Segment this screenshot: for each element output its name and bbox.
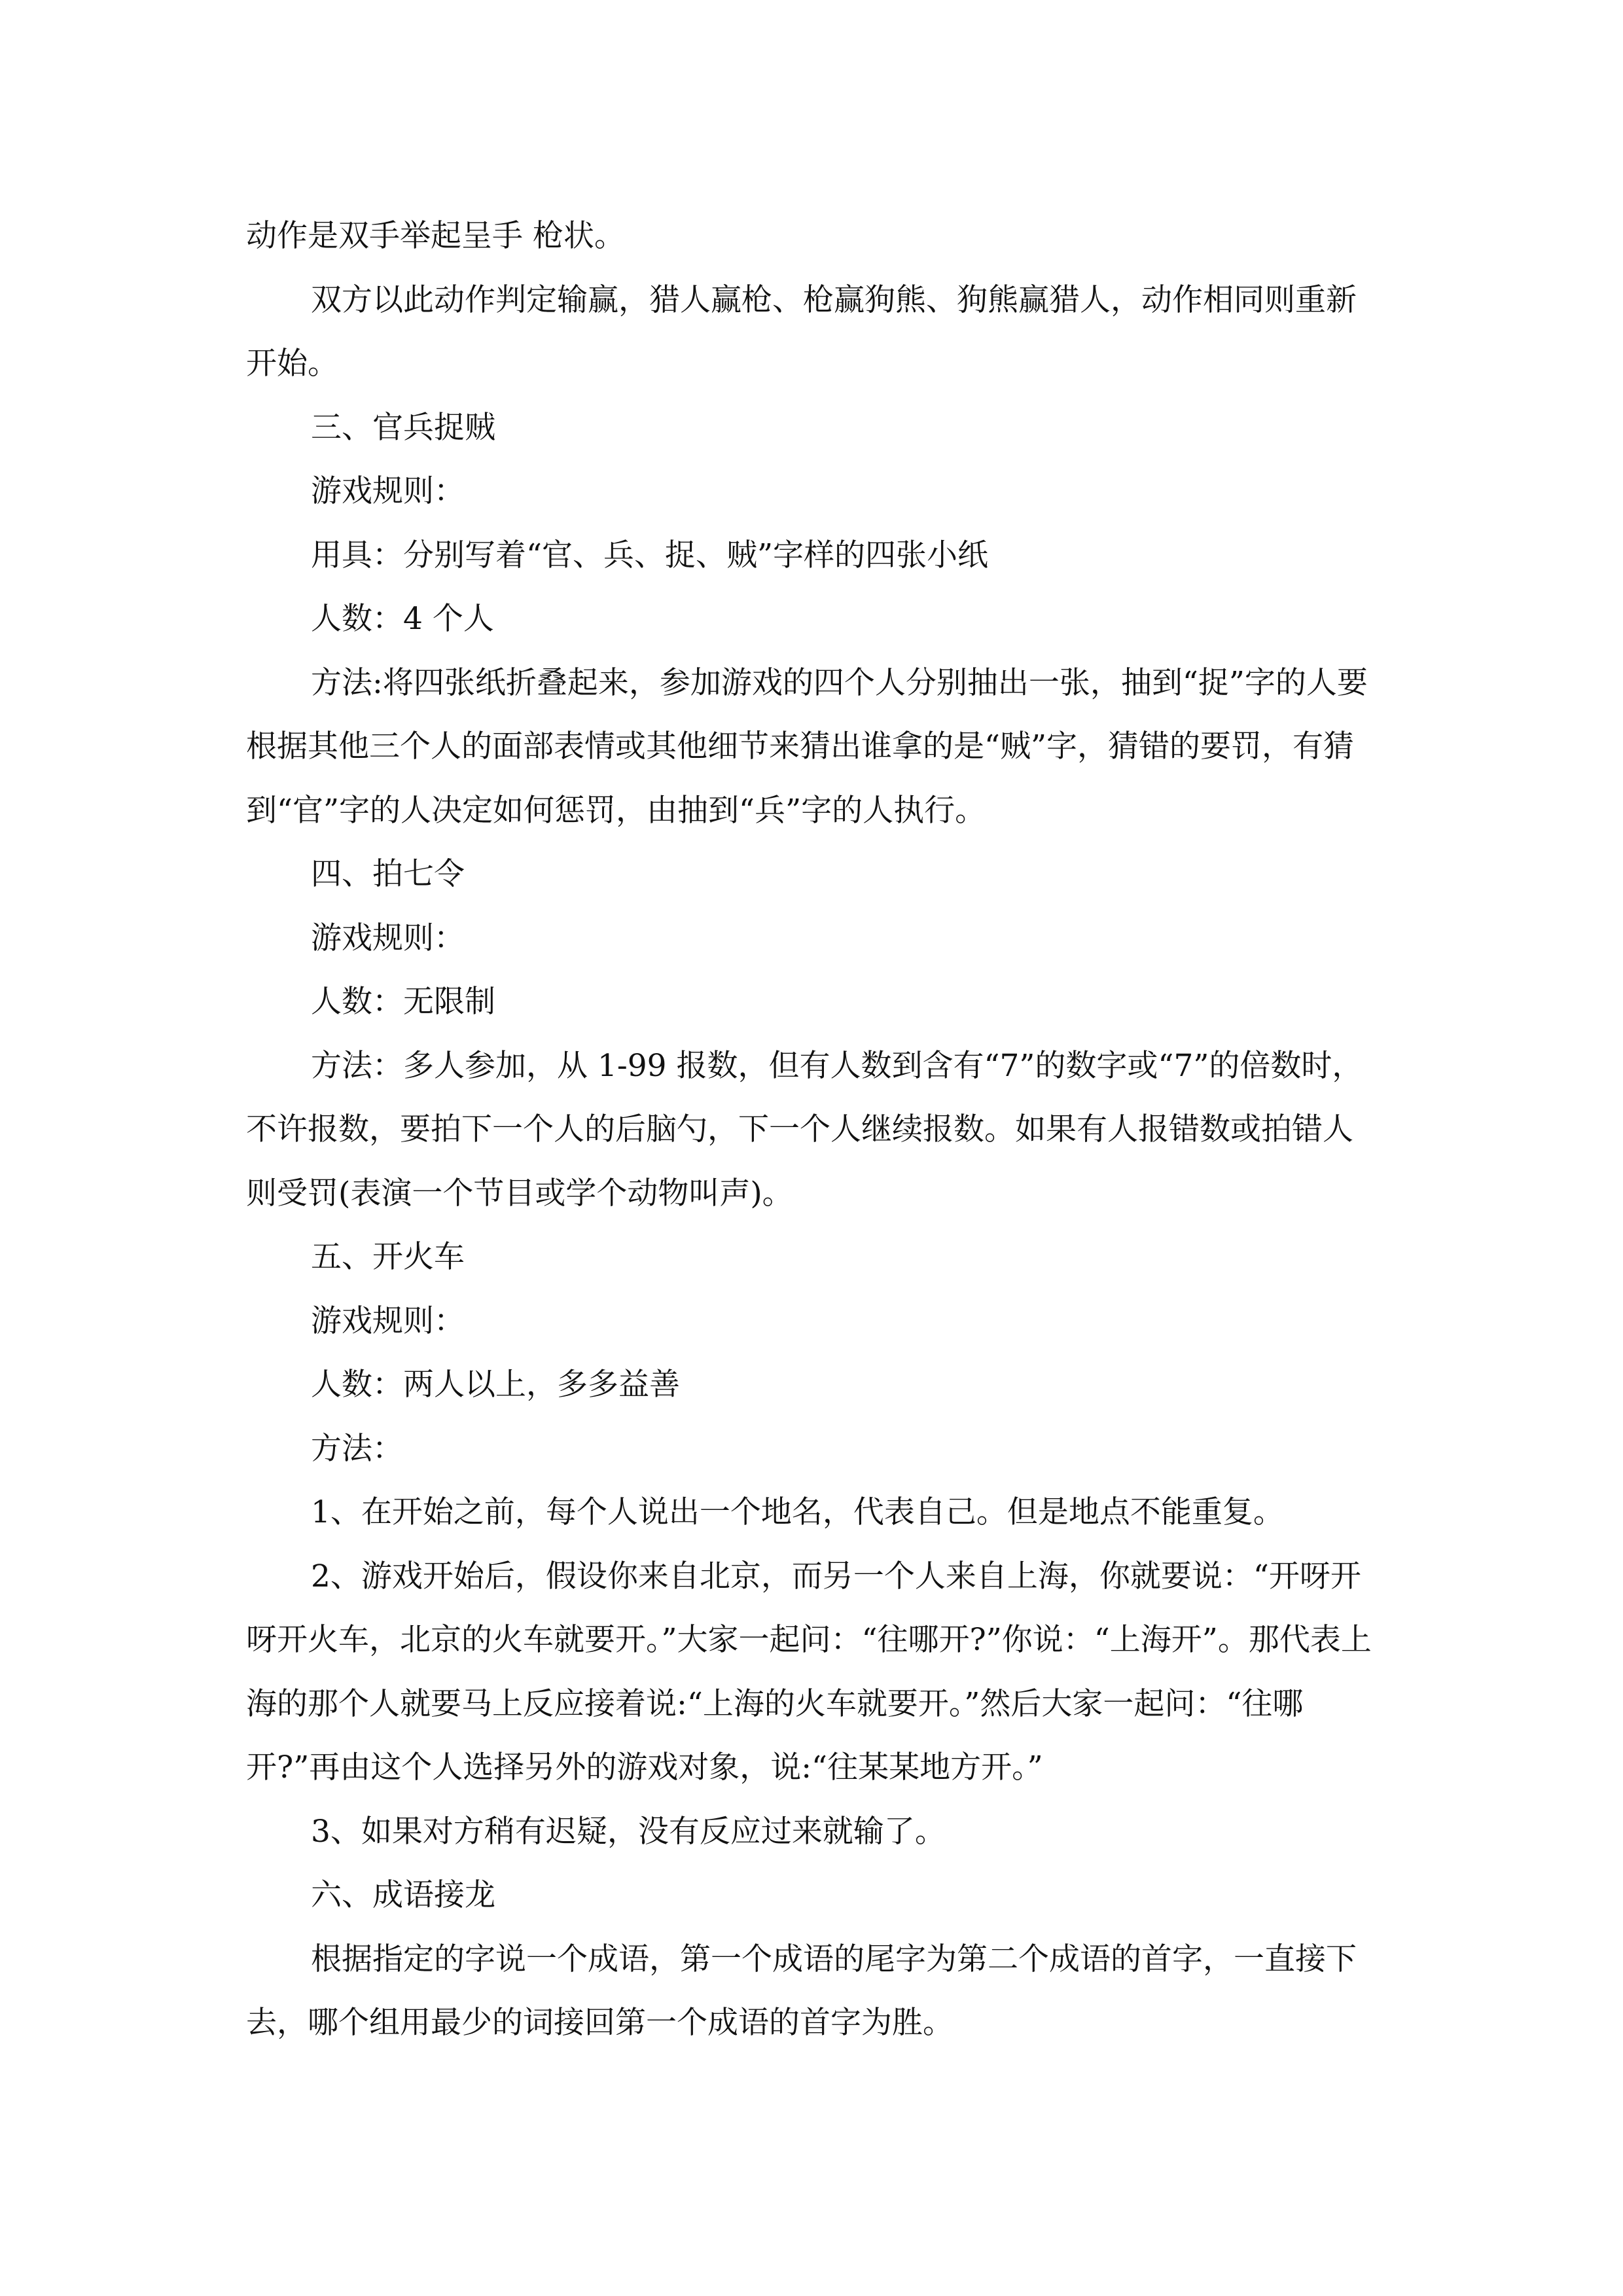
document-body bbox=[246, 204, 1382, 2055]
section-heading-6: 六、成语接龙 bbox=[311, 1877, 495, 1913]
paragraph-step-3: 3、如果对方稍有迟疑，没有反应过来就输了。 bbox=[311, 1813, 946, 1850]
paragraph-rules-label: 游戏规则： bbox=[311, 1302, 465, 1339]
paragraph-tools: 用具：分别写着“官、兵、捉、贼”字样的四张小纸 bbox=[311, 537, 989, 573]
paragraph-players: 人数：4 个人 bbox=[311, 601, 494, 637]
paragraph-idiom-rules: 根据指定的字说一个成语，第一个成语的尾字为第二个成语的首字，一直接下去，哪个组用最少的词接回第一个成语的首字为胜。 bbox=[246, 1941, 1357, 2041]
paragraph-step-1: 1、在开始之前，每个人说出一个地名，代表自己。但是地点不能重复。 bbox=[311, 1494, 1284, 1530]
paragraph-rules-label: 游戏规则： bbox=[311, 473, 465, 509]
paragraph-method-label: 方法： bbox=[311, 1430, 403, 1467]
section-heading-3: 三、官兵捉贼 bbox=[311, 409, 495, 446]
paragraph-2: 双方以此动作判定输赢，猎人赢枪、枪赢狗熊、狗熊赢猎人，动作相同则重新开始。 bbox=[246, 281, 1357, 382]
paragraph-method: 方法：多人参加，从 1-99 报数，但有人数到含有“7”的数字或“7”的倍数时，不许报数，要拍下一个人的后脑勺，下一个人继续报数。如果有人报错数或拍错人则受罚(表演一个节目或学个动物叫声)。 bbox=[246, 1047, 1363, 1211]
paragraph-1: 动作是双手举起呈手 枪状。 bbox=[246, 218, 625, 254]
section-heading-4: 四、拍七令 bbox=[311, 856, 465, 892]
section-heading-5: 五、开火车 bbox=[311, 1239, 465, 1275]
paragraph-step-2: 2、游戏开始后，假设你来自北京，而另一个人来自上海，你就要说：“开呀开呀开火车，北京的火车就要开。”大家一起问：“往哪开?”你说：“上海开”。那代表上海的那个人就要马上反应接着说:“上海的火车就要开。”然后大家一起问：“往哪开?”再由这个人选择另外的游戏对象，说:“往某某地方开。” bbox=[246, 1558, 1372, 1785]
paragraph-method: 方法:将四张纸折叠起来，参加游戏的四个人分别抽出一张，抽到“捉”字的人要根据其他三个人的面部表情或其他细节来猜出谁拿的是“贼”字，猜错的要罚，有猜到“官”字的人决定如何惩罚，由抽到“兵”字的人执行。 bbox=[246, 664, 1368, 829]
paragraph-players: 人数：无限制 bbox=[311, 984, 495, 1020]
paragraph-players: 人数：两人以上，多多益善 bbox=[311, 1367, 680, 1403]
paragraph-rules-label: 游戏规则： bbox=[311, 920, 465, 956]
